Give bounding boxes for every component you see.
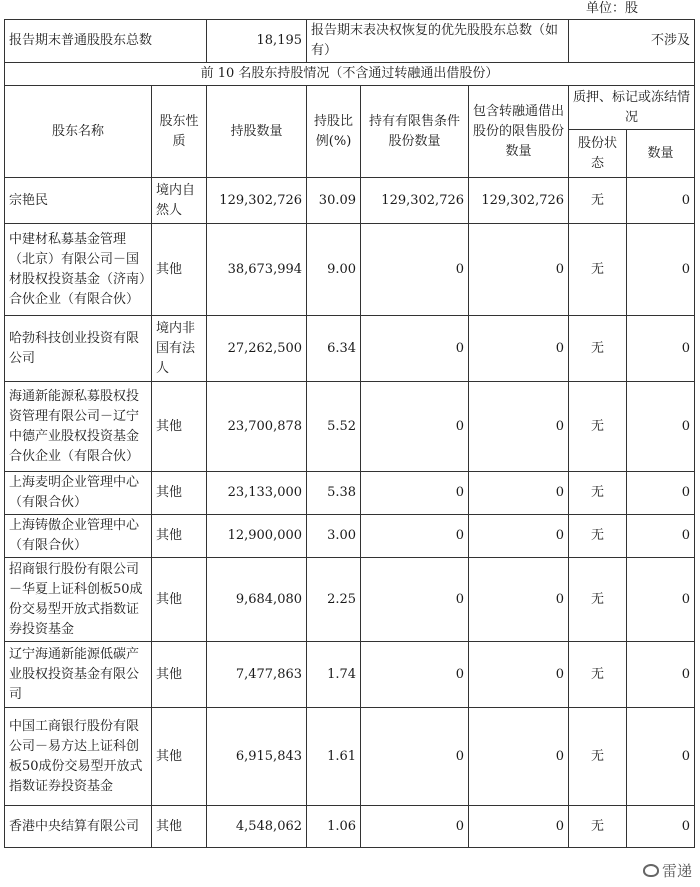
pledge-status: 无 <box>569 224 627 316</box>
shareholder-nature: 其他 <box>152 515 207 558</box>
lent-restricted-shares: 0 <box>469 316 569 382</box>
shareholder-name: 哈勃科技创业投资有限公司 <box>5 316 152 382</box>
lent-restricted-shares: 0 <box>469 558 569 642</box>
preferred-holders-value: 不涉及 <box>569 20 695 63</box>
restricted-shares: 0 <box>361 316 469 382</box>
shares-held: 6,915,843 <box>207 708 307 806</box>
holding-ratio: 1.06 <box>307 806 361 848</box>
preferred-holders-label: 报告期末表决权恢复的优先股股东总数（如有） <box>307 20 569 63</box>
table-row <box>5 806 695 848</box>
shareholder-nature: 境内自然人 <box>152 178 207 224</box>
lent-restricted-shares: 0 <box>469 472 569 515</box>
header-lent: 包含转融通借出股份的限售股份数量 <box>469 86 569 178</box>
pledge-status: 无 <box>569 642 627 708</box>
pledge-status: 无 <box>569 178 627 224</box>
shares-held: 9,684,080 <box>207 558 307 642</box>
shareholder-nature: 境内非国有法人 <box>152 316 207 382</box>
holding-ratio: 1.61 <box>307 708 361 806</box>
restricted-shares: 0 <box>361 472 469 515</box>
shares-held: 12,900,000 <box>207 515 307 558</box>
holding-ratio: 2.25 <box>307 558 361 642</box>
pledge-status: 无 <box>569 558 627 642</box>
pledge-status: 无 <box>569 708 627 806</box>
shares-held: 27,262,500 <box>207 316 307 382</box>
pledge-status: 无 <box>569 316 627 382</box>
lent-restricted-shares: 0 <box>469 382 569 472</box>
pledge-status: 无 <box>569 382 627 472</box>
table-row <box>5 178 695 224</box>
header-restricted: 持有有限售条件股份数量 <box>361 86 469 178</box>
shareholder-name: 上海铸傲企业管理中心（有限合伙） <box>5 515 152 558</box>
lent-restricted-shares: 0 <box>469 642 569 708</box>
watermark <box>643 860 692 881</box>
pledge-quantity: 0 <box>627 224 695 316</box>
shareholder-name: 海通新能源私募股权投资管理有限公司－辽宁中德产业股权投资基金合伙企业（有限合伙） <box>5 382 152 472</box>
shareholder-nature: 其他 <box>152 558 207 642</box>
restricted-shares: 0 <box>361 708 469 806</box>
pledge-quantity: 0 <box>627 642 695 708</box>
shareholder-name: 中建材私募基金管理（北京）有限公司－国材股权投资基金（济南）合伙企业（有限合伙） <box>5 224 152 316</box>
table-row <box>5 558 695 642</box>
shareholder-nature: 其他 <box>152 642 207 708</box>
common-holders-value: 18,195 <box>207 20 307 63</box>
table-row <box>5 382 695 472</box>
shareholder-name: 招商银行股份有限公司－华夏上证科创板50成份交易型开放式指数证券投资基金 <box>5 558 152 642</box>
header-shares: 持股数量 <box>207 86 307 178</box>
holding-ratio: 3.00 <box>307 515 361 558</box>
weibo-icon <box>643 864 659 877</box>
header-nature: 股东性质 <box>152 86 207 178</box>
pledge-quantity: 0 <box>627 382 695 472</box>
common-holders-label: 报告期末普通股股东总数 <box>5 20 207 63</box>
table-row <box>5 515 695 558</box>
holding-ratio: 6.34 <box>307 316 361 382</box>
restricted-shares: 0 <box>361 224 469 316</box>
restricted-shares: 129,302,726 <box>361 178 469 224</box>
table-row <box>5 316 695 382</box>
header-pledge-qty: 数量 <box>627 130 695 178</box>
lent-restricted-shares: 129,302,726 <box>469 178 569 224</box>
header-ratio: 持股比例(%) <box>307 86 361 178</box>
table-row <box>5 472 695 515</box>
holding-ratio: 9.00 <box>307 224 361 316</box>
pledge-status: 无 <box>569 806 627 848</box>
summary-row <box>5 20 695 63</box>
shares-held: 38,673,994 <box>207 224 307 316</box>
header-pledge: 质押、标记或冻结情况 <box>569 86 695 130</box>
shares-held: 23,700,878 <box>207 382 307 472</box>
pledge-quantity: 0 <box>627 472 695 515</box>
shareholder-nature: 其他 <box>152 806 207 848</box>
shares-held: 7,477,863 <box>207 642 307 708</box>
unit-label: 单位：股 <box>585 1 638 16</box>
pledge-quantity: 0 <box>627 708 695 806</box>
shares-held: 129,302,726 <box>207 178 307 224</box>
shareholder-table <box>4 19 695 848</box>
header-pledge-status: 股份状态 <box>569 130 627 178</box>
shares-held: 23,133,000 <box>207 472 307 515</box>
shareholder-name: 上海麦明企业管理中心（有限合伙） <box>5 472 152 515</box>
lent-restricted-shares: 0 <box>469 515 569 558</box>
restricted-shares: 0 <box>361 382 469 472</box>
lent-restricted-shares: 0 <box>469 224 569 316</box>
shareholder-name: 辽宁海通新能源低碳产业股权投资基金有限公司 <box>5 642 152 708</box>
shareholder-nature: 其他 <box>152 472 207 515</box>
holding-ratio: 5.38 <box>307 472 361 515</box>
shareholder-name: 宗艳民 <box>5 178 152 224</box>
shareholder-nature: 其他 <box>152 382 207 472</box>
shareholder-name: 中国工商银行股份有限公司－易方达上证科创板50成份交易型开放式指数证券投资基金 <box>5 708 152 806</box>
restricted-shares: 0 <box>361 642 469 708</box>
shareholder-nature: 其他 <box>152 224 207 316</box>
restricted-shares: 0 <box>361 558 469 642</box>
shares-held: 4,548,062 <box>207 806 307 848</box>
watermark-text: 雷递 <box>661 862 692 880</box>
holding-ratio: 1.74 <box>307 642 361 708</box>
holding-ratio: 5.52 <box>307 382 361 472</box>
restricted-shares: 0 <box>361 806 469 848</box>
lent-restricted-shares: 0 <box>469 708 569 806</box>
shareholder-nature: 其他 <box>152 708 207 806</box>
table-row <box>5 642 695 708</box>
table-row <box>5 708 695 806</box>
header-name: 股东名称 <box>5 86 152 178</box>
holding-ratio: 30.09 <box>307 178 361 224</box>
pledge-quantity: 0 <box>627 316 695 382</box>
table-row <box>5 224 695 316</box>
restricted-shares: 0 <box>361 515 469 558</box>
pledge-status: 无 <box>569 515 627 558</box>
shareholder-name: 香港中央结算有限公司 <box>5 806 152 848</box>
pledge-status: 无 <box>569 472 627 515</box>
pledge-quantity: 0 <box>627 558 695 642</box>
lent-restricted-shares: 0 <box>469 806 569 848</box>
section-title: 前 10 名股东持股情况（不含通过转融通出借股份） <box>5 63 695 86</box>
pledge-quantity: 0 <box>627 806 695 848</box>
pledge-quantity: 0 <box>627 515 695 558</box>
pledge-quantity: 0 <box>627 178 695 224</box>
